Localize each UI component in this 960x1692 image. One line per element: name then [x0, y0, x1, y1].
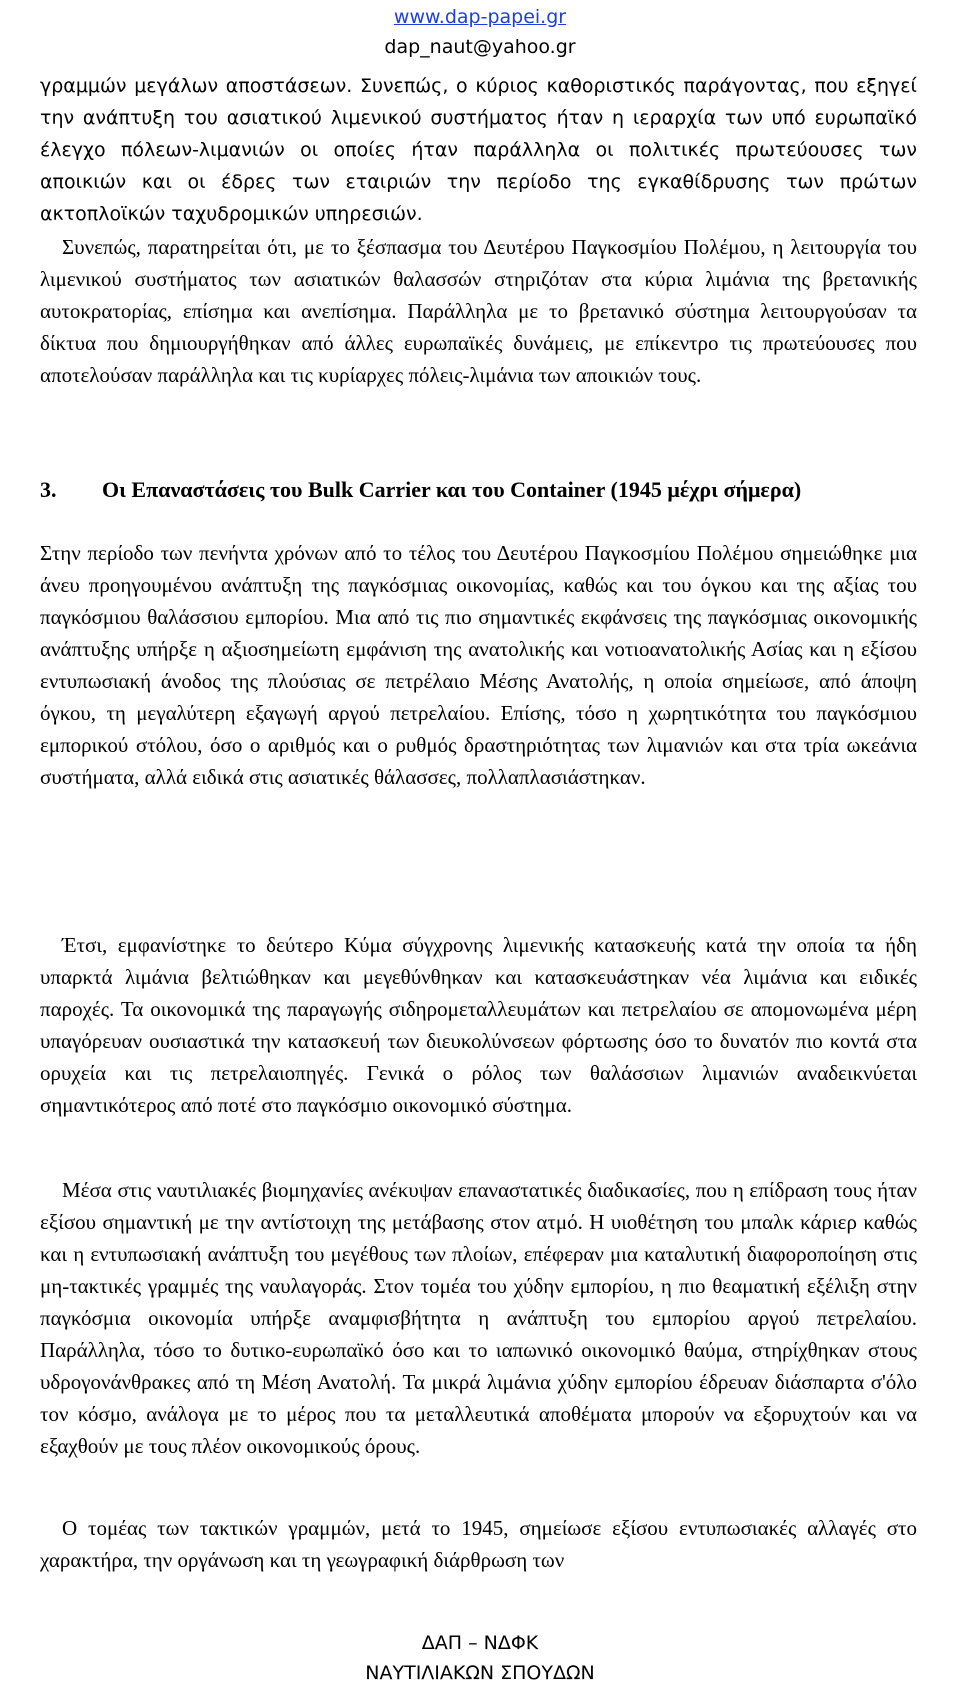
- paragraph-1: γραμμών μεγάλων αποστάσεων. Συνεπώς, ο κύριος καθοριστικός παράγοντας, που εξηγεί την ανάπτυξη του ασιατικού λιμενικού συστήματος ήταν η ιεραρχία των υπό ευρωπαϊκό έλεγχο πόλεων-λιμανιών οι οποίες ήταν παράλληλα οι πολιτικές πρωτεύουσες των αποικιών και οι έδρες των εταιριών την περίοδο της εγκαθίδρυσης των πρώτων ακτοπλοϊκών ταχυδρομικών υπηρεσιών.: [40, 75, 917, 225]
- paragraph-2-block: [40, 231, 917, 391]
- paragraph-3: Στην περίοδο των πενήντα χρόνων από το τέλος του Δευτέρου Παγκοσμίου Πολέμου σημειώθηκε μια άνευ προηγουμένου ανάπτυξη της παγκόσμιας οικονομίας, καθώς και του όγκου και της αξίας του παγκόσμιου θαλάσσιου εμπορίου. Μια από τις πιο σημαντικές εκφάνσεις της παγκόσμιας οικονομικής ανάπτυξης υπήρξε η αξιοσημείωτη εμφάνιση της ανατολικής και νοτιοανατολικής Ασίας και η εξίσου εντυπωσιακή άνοδος της πλούσιας σε πετρέλαιο Μέσης Ανατολής, η οποία σημείωσε, από άποψη όγκου, τη μεγαλύτερη εξαγωγή αργού πετρελαίου. Επίσης, τόσο η χωρητικότητα του παγκόσμιου εμπορικού στόλου, όσο ο αριθμός και ο ρυθμός δραστηριότητας των λιμανιών και στα τρία ωκεάνια συστήματα, αλλά ειδικά στις ασιατικές θάλασσες, πολλαπλασιάστηκαν.: [40, 541, 917, 789]
- paragraph-3-block: [40, 537, 917, 793]
- page-footer: [0, 1628, 960, 1688]
- paragraph-1-block: [40, 70, 917, 230]
- contact-email: dap_naut@yahoo.gr: [384, 36, 576, 58]
- paragraph-2: Συνεπώς, παρατηρείται ότι, με το ξέσπασμα του Δευτέρου Παγκοσμίου Πολέμου, η λειτουργία του λιμενικού συστήματος των ασιατικών θαλασσών στηριζόταν στα κύρια λιμάνια της βρετανικής αυτοκρατορίας, επίσημα και ανεπίσημα. Παράλληλα με το βρετανικό σύστημα λειτουργούσαν τα δίκτυα που δημιουργήθηκαν από άλλες ευρωπαϊκές δυνάμεις, με επίκεντρο τις πρωτεύουσες που αποτελούσαν παράλληλα και τις κυρίαρχες πόλεις-λιμάνια των αποικιών τους.: [40, 235, 917, 387]
- section-number: 3.: [40, 477, 57, 502]
- paragraph-6: Ο τομέας των τακτικών γραμμών, μετά το 1945, σημείωσε εξίσου εντυπωσιακές αλλαγές στο χαρακτήρα, την οργάνωση και τη γεωγραφική διάρθρωση των: [40, 1516, 917, 1572]
- paragraph-5-block: [40, 1174, 917, 1462]
- paragraph-4: Έτσι, εμφανίστηκε το δεύτερο Κύμα σύγχρονης λιμενικής κατασκευής κατά την οποία τα ήδη υπαρκτά λιμάνια βελτιώθηκαν και μεγεθύνθηκαν και κατασκευάστηκαν νέα λιμάνια και ειδικές παροχές. Τα οικονομικά της παραγωγής σιδηρομεταλλευμάτων και πετρελαίου σε απομονωμένα μέρη υπαγόρευαν ουσιαστικά την κατασκευή των διευκολύνσεων φόρτωσης όσο το δυνατόν πιο κοντά στα ορυχεία και τις πετρελαιοπηγές. Γενικά ο ρόλος των θαλάσσιων λιμανιών αναδεικνύεται σημαντικότερος από ποτέ στο παγκόσμιο οικονομικό σύστημα.: [40, 933, 917, 1117]
- paragraph-6-block: [40, 1512, 917, 1576]
- page-header: [0, 2, 960, 62]
- paragraph-4-block: [40, 929, 917, 1121]
- website-link[interactable]: www.dap-papei.gr: [393, 6, 567, 28]
- section-heading: [40, 474, 917, 506]
- section-title: Οι Επαναστάσεις του Bulk Carrier και του Container (1945 μέχρι σήμερα): [102, 477, 802, 502]
- section-heading-block: [40, 474, 917, 506]
- footer-line-1: ΔΑΠ – ΝΔΦΚ: [421, 1632, 539, 1654]
- footer-line-2: ΝΑΥΤΙΛΙΑΚΩΝ ΣΠΟΥΔΩΝ: [365, 1662, 595, 1684]
- paragraph-5: Μέσα στις ναυτιλιακές βιομηχανίες ανέκυψαν επαναστατικές διαδικασίες, που η επίδραση τους ήταν εξίσου σημαντική με την αντίστοιχη της μετάβασης στον ατμό. Η υιοθέτηση του μπαλκ κάριερ καθώς και η εντυπωσιακή ανάπτυξη του μεγέθους των πλοίων, επέφεραν μια καταλυτική διαφοροποίηση στις μη-τακτικές γραμμές της ναυλαγοράς. Στον τομέα του χύδην εμπορίου, η πιο θεαματική εξέλιξη στην παγκόσμια οικονομία υπήρξε αναμφισβήτητα η ανάπτυξη του εμπορίου αργού πετρελαίου. Παράλληλα, τόσο το δυτικο-ευρωπαϊκό όσο και το ιαπωνικό οικονομικό θαύμα, στηρίχθηκαν στους υδρογονάνθρακες από τη Μέση Ανατολή. Τα μικρά λιμάνια χύδην εμπορίου έδρευαν διάσπαρτα σ'όλο τον κόσμο, ανάλογα με το μέρος που τα μεταλλευτικά αποθέματα μπορούν να εξορυχτούν και να εξαχθούν με τους πλέον οικονομικούς όρους.: [40, 1178, 917, 1458]
